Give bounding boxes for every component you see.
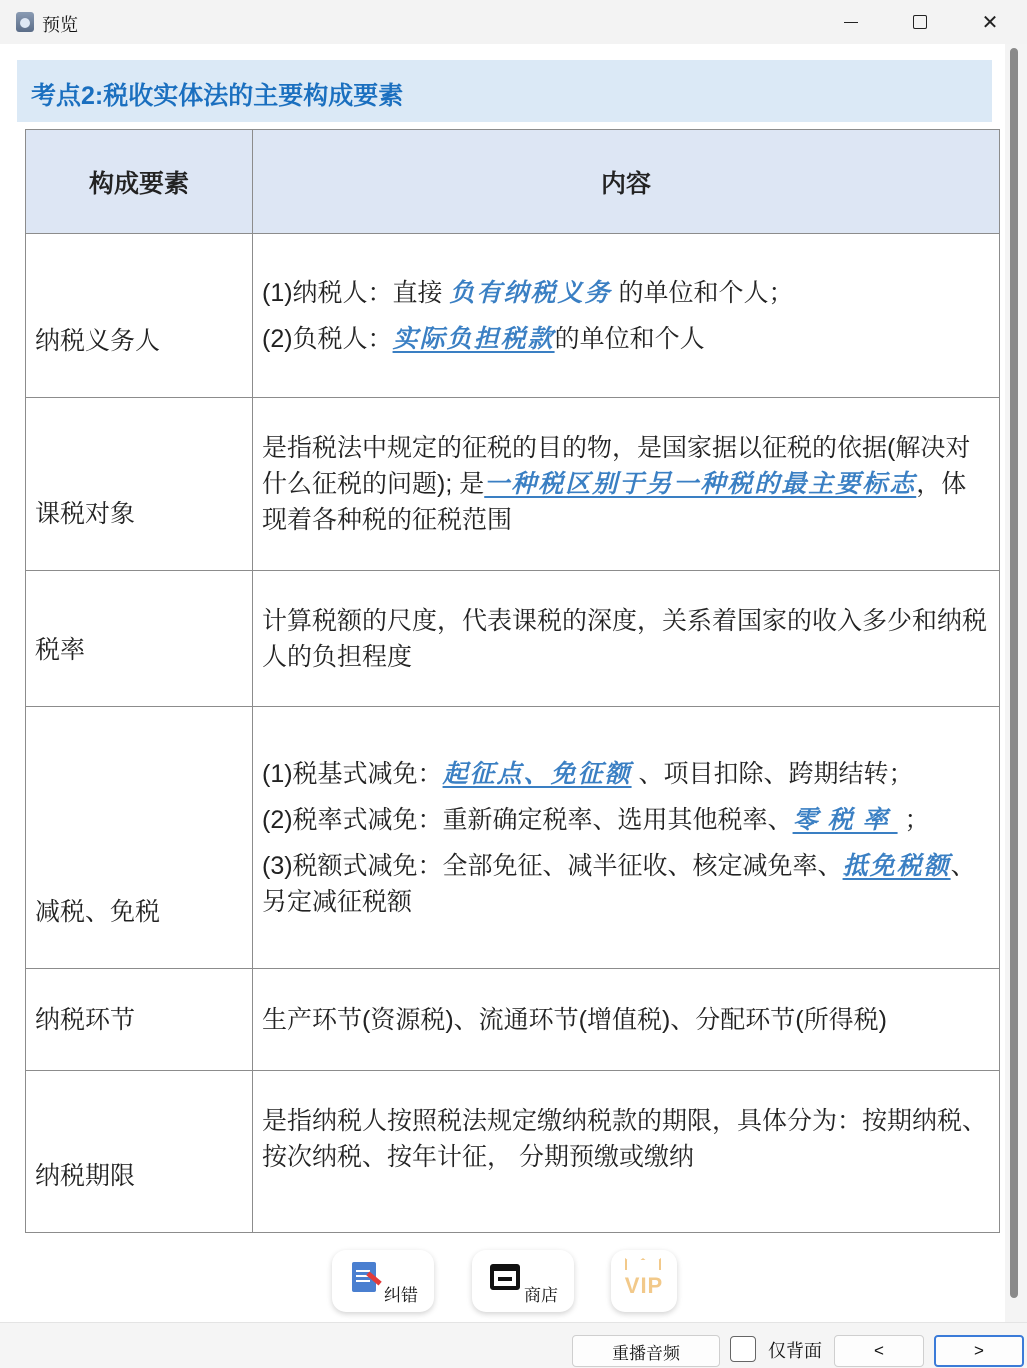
next-button[interactable]: > <box>934 1335 1024 1367</box>
app-icon <box>16 12 34 32</box>
row-content: 是指税法中规定的征税的目的物，是国家据以征税的依据(解决对什么征税的问题); 是一种税区别于另一种税的最主要标志，体现着各种税的征税范围 <box>253 398 1000 571</box>
scrollbar-thumb[interactable] <box>1010 48 1018 1298</box>
content-line: (2)税率式减免：重新确定税率、选用其他税率、零税率 ； <box>262 804 930 834</box>
table-row <box>26 234 1000 398</box>
page-title: 考点2:税收实体法的主要构成要素 <box>31 82 404 110</box>
store-icon <box>490 1264 520 1290</box>
row-label: 课税对象 <box>26 398 253 571</box>
report-error-button[interactable] <box>332 1250 434 1312</box>
row-content: 计算税额的尺度，代表课税的深度，关系着国家的收入多少和纳税人的负担程度 <box>253 571 1000 707</box>
table-row <box>26 969 1000 1071</box>
row-label: 纳税期限 <box>26 1071 253 1233</box>
column-header-element: 构成要素 <box>26 130 253 234</box>
crown-icon <box>625 1258 661 1270</box>
row-content <box>253 707 1000 969</box>
replay-audio-button[interactable]: 重播音频 <box>572 1335 720 1367</box>
report-error-label: 纠错 <box>384 1286 418 1305</box>
row-label: 减税、免税 <box>26 707 253 969</box>
row-label: 纳税环节 <box>26 969 253 1071</box>
elements-table <box>25 129 1000 1233</box>
row-label: 税率 <box>26 571 253 707</box>
table-row <box>26 398 1000 571</box>
table-row <box>26 571 1000 707</box>
row-content <box>253 234 1000 398</box>
shop-button[interactable] <box>472 1250 574 1312</box>
keyword: 零税率 <box>792 804 898 834</box>
content-line: (1)税基式减免：起征点、免征额 、项目扣除、跨期结转； <box>262 758 914 788</box>
shop-label: 商店 <box>524 1286 558 1305</box>
bottom-toolbar <box>0 1322 1027 1368</box>
maximize-button[interactable] <box>885 0 955 44</box>
back-only-checkbox[interactable] <box>730 1336 756 1362</box>
row-content: 生产环节(资源税)、流通环节(增值税)、分配环节(所得税) <box>253 969 1000 1071</box>
edit-document-icon <box>352 1262 376 1292</box>
window-titlebar <box>0 0 1027 44</box>
keyword: 起征点、免征额 <box>442 758 632 788</box>
previous-button[interactable]: < <box>834 1335 924 1367</box>
window-title: 预览 <box>42 15 78 35</box>
row-content: 是指纳税人按照税法规定缴纳税款的期限，具体分为：按期纳税、按次纳税、按年计征， 分期预缴或缴纳 <box>253 1071 1000 1233</box>
table-header-row <box>26 130 1000 234</box>
close-button[interactable] <box>955 0 1025 44</box>
content-line: (3)税额式减免：全部免征、减半征收、核定减免率、抵免税额、另定减征税额 <box>262 850 976 916</box>
keyword: 一种税区别于另一种税的最主要标志 <box>484 469 917 498</box>
section-header <box>17 60 992 122</box>
back-only-label: 仅背面 <box>768 1341 822 1361</box>
keyword: 负有纳税义务 <box>449 277 612 307</box>
vip-label: VIP <box>624 1273 664 1298</box>
table-row <box>26 1071 1000 1233</box>
table-row <box>26 707 1000 969</box>
minimize-button[interactable] <box>816 0 886 44</box>
minimize-icon <box>844 22 858 23</box>
keyword: 实际负担税款 <box>392 323 555 353</box>
close-icon: ✕ <box>981 11 999 34</box>
maximize-icon <box>913 15 927 29</box>
vip-button[interactable] <box>611 1250 677 1312</box>
column-header-content: 内容 <box>253 130 1000 234</box>
row-label: 纳税义务人 <box>26 234 253 398</box>
content-line: (2)负税人：实际负担税款的单位和个人 <box>262 323 705 353</box>
keyword: 抵免税额 <box>842 850 951 880</box>
content-line: (1)纳税人：直接 负有纳税义务 的单位和个人； <box>262 277 794 307</box>
